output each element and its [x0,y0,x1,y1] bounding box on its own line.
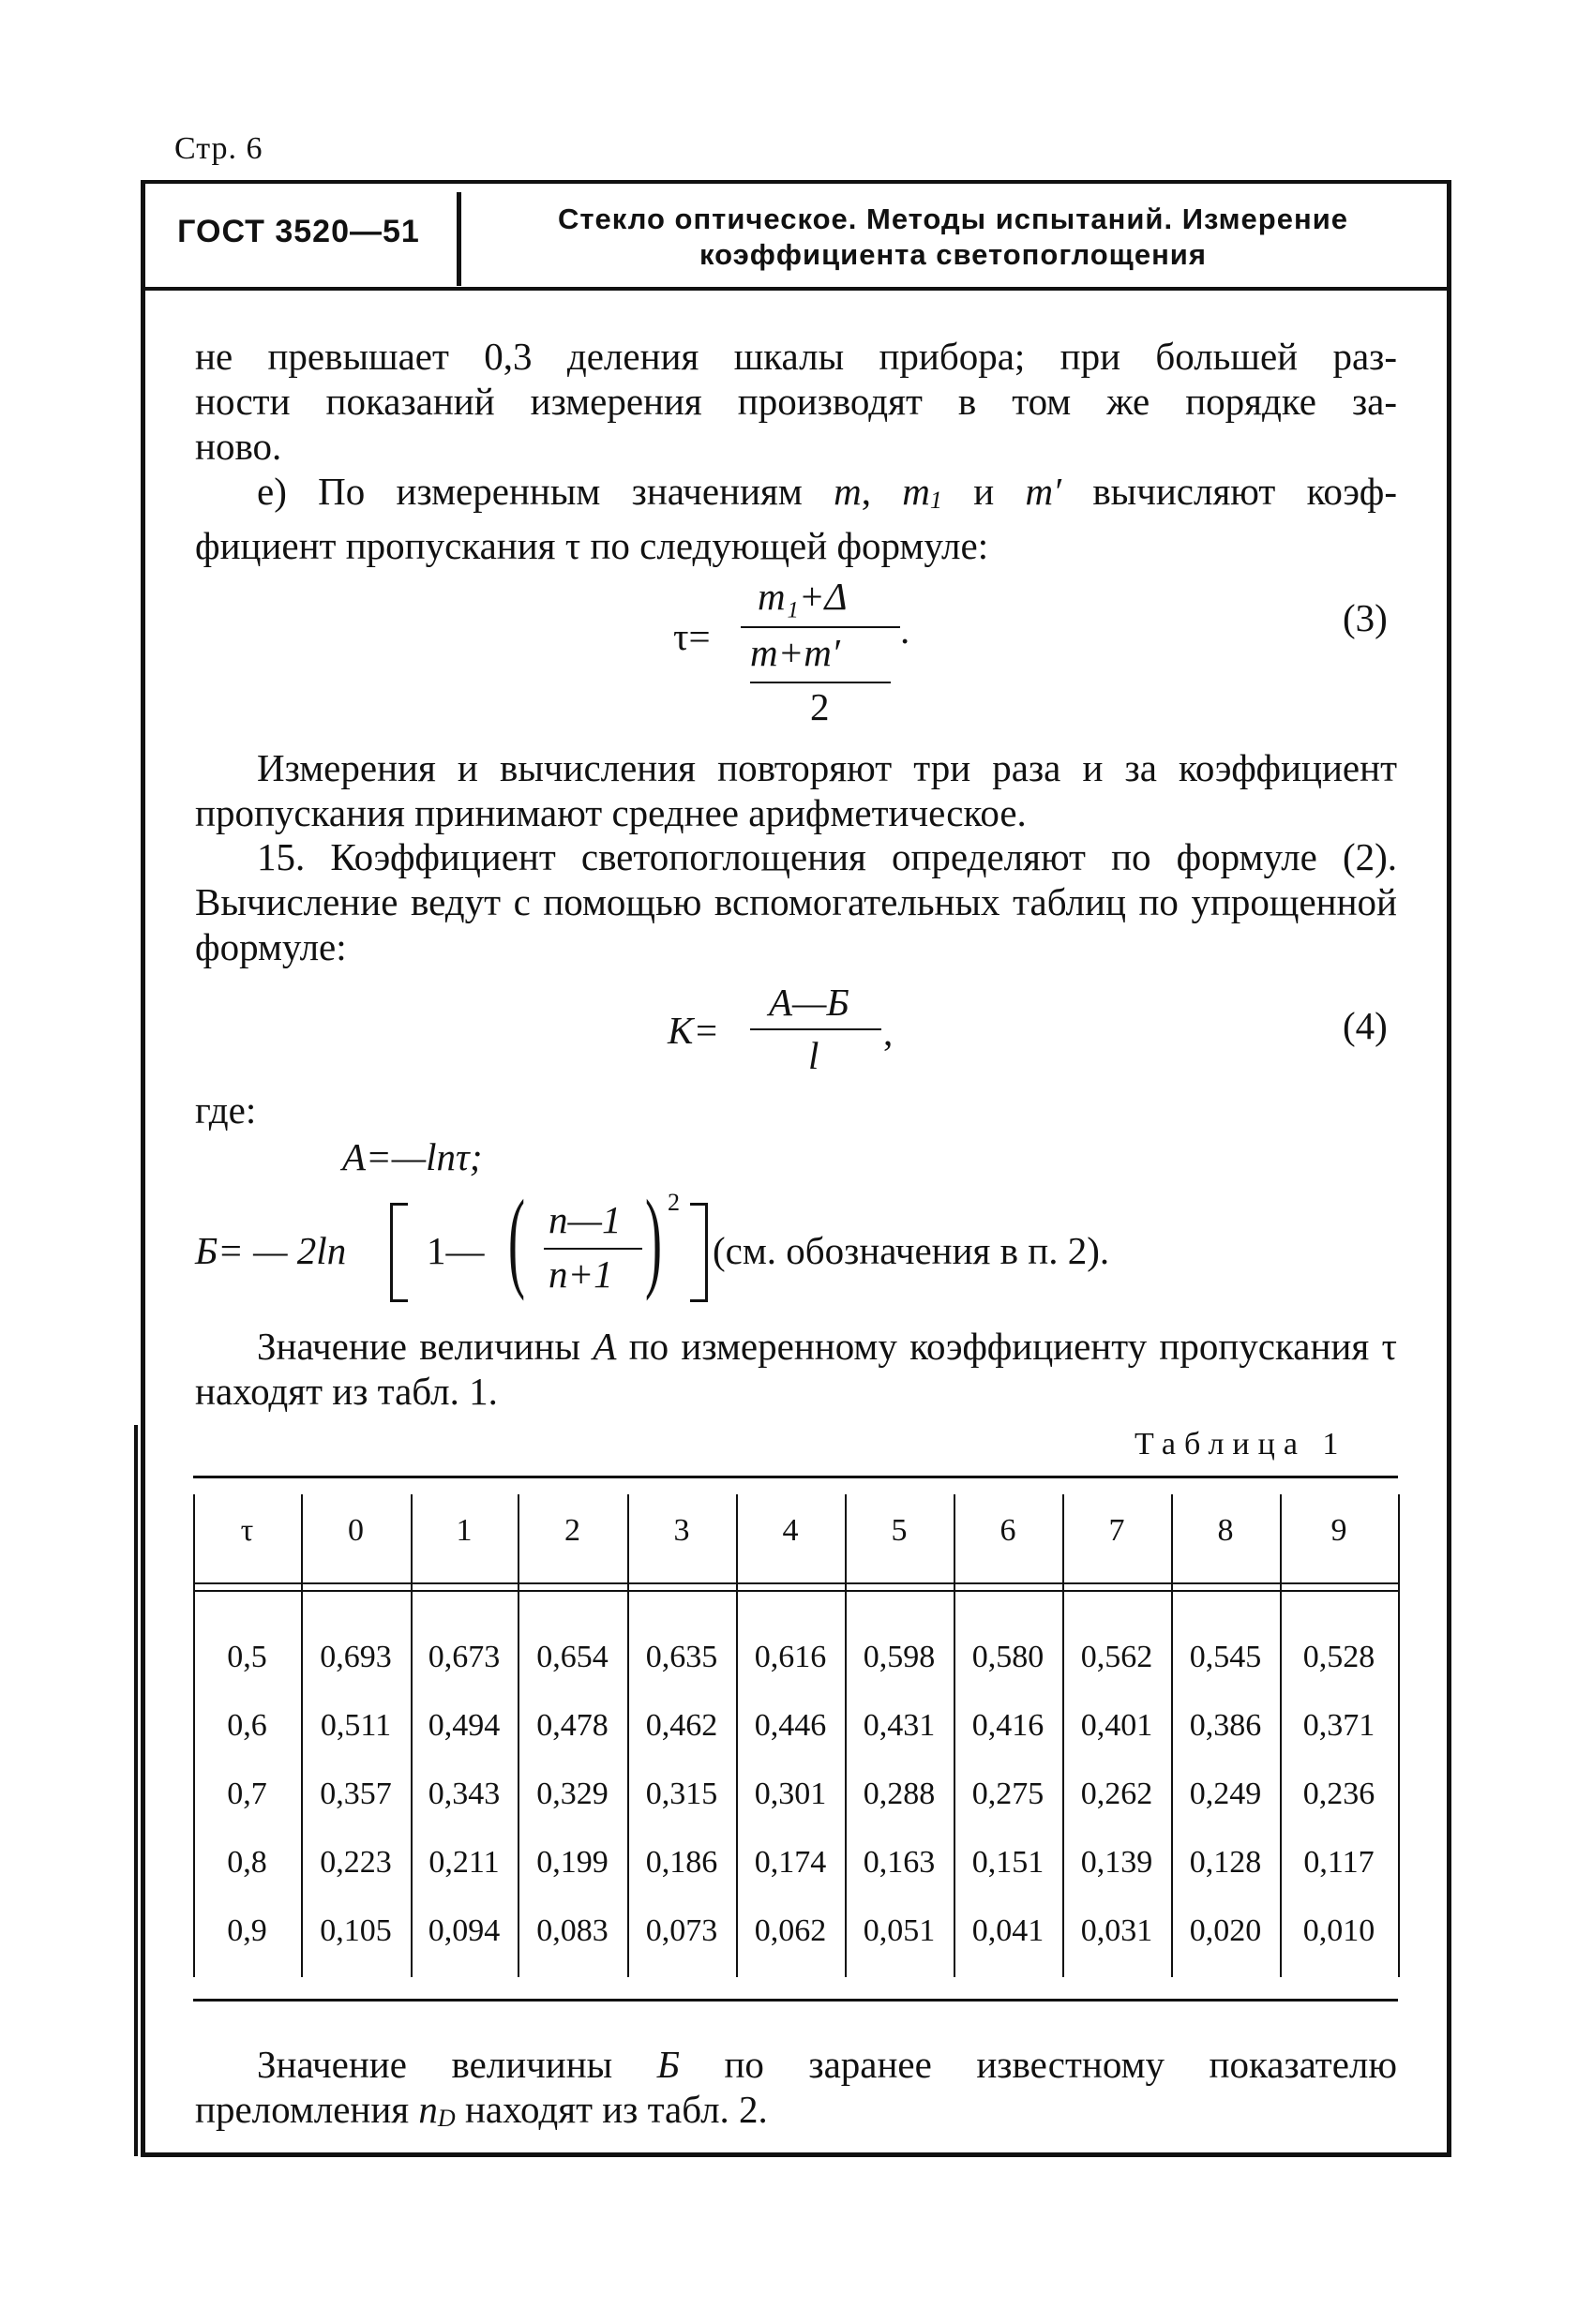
table-header-cell: 6 [999,1513,1016,1548]
table-header-cell: 0 [348,1513,364,1548]
table-cell: 0,371 [1302,1708,1375,1743]
table-cell: 0,223 [320,1845,392,1880]
table-cell: 0,545 [1189,1640,1262,1674]
table-cell: 0,174 [754,1845,827,1880]
p2-line-1: е) По измеренным значениям m, m1 и m′ вычисляют коэф- [257,470,1398,514]
formula-b-numerator: n—1 [549,1198,622,1241]
symbol-b: Б [656,2043,680,2086]
table-cell: 0,616 [754,1640,827,1674]
formula-b-denominator: n+1 [549,1252,613,1296]
table-cell: 0,528 [1302,1640,1375,1674]
symbol-m: m [834,470,862,513]
table-header-rule-2 [193,1590,1398,1592]
symbol-m-prime: m′ [1025,470,1062,513]
table-header-cell: 5 [891,1513,908,1548]
paragraph-4: 15. Коэффициент светопоглощения определяют по формуле (2). Вычисление ведут с помощью вспомогательных таблиц по упрощенной формуле: [195,835,1397,968]
p5-text-a: Значение величины [257,1325,581,1368]
table-cell: 0,051 [863,1913,936,1948]
header-rule [141,287,1451,291]
table-cell: 0,073 [645,1913,718,1948]
symbol-m1: m1 [902,470,942,514]
table-cell: 0,020 [1189,1913,1262,1948]
table-header-cell: 3 [673,1513,690,1548]
page-number: Стр. 6 [174,131,263,166]
table-cell: 0,462 [645,1708,718,1743]
table-cell: 0,478 [536,1708,609,1743]
table-row-label: 0,5 [227,1640,267,1674]
table-cell: 0,211 [428,1845,500,1880]
table-cell: 0,139 [1080,1845,1153,1880]
p6-text-c: находят из табл. 2. [464,2088,768,2131]
table-cell: 0,128 [1189,1845,1262,1880]
p2-text-a: е) По измеренным значениям [257,470,803,513]
table-cell: 0,673 [428,1640,501,1674]
table-column-rule [1398,1494,1400,1977]
table-row-label: 0,7 [227,1777,267,1811]
p1-line-2: ности показаний измерения производят в том же порядке за- [195,380,1397,423]
table-cell: 0,010 [1302,1913,1375,1948]
table-cell: 0,105 [320,1913,392,1948]
table-header-cell: 2 [564,1513,580,1548]
document-title [464,202,1442,273]
table-cell: 0,654 [536,1640,609,1674]
formula-b-right-bracket [690,1203,708,1302]
table-header-cell: τ [240,1513,254,1548]
formula3-period: . [900,608,910,652]
table-cell: 0,315 [645,1777,718,1811]
formula-b-right-paren: ) [645,1177,662,1301]
table-cell: 0,236 [1302,1777,1375,1811]
formula3-inner-bar [750,682,891,683]
table-row-label: 0,6 [227,1708,267,1743]
formula4-denominator: l [808,1034,819,1077]
formula3-number: (3) [1343,596,1388,639]
table-header-cell: 4 [782,1513,799,1548]
p2-text-b: вычисляют коэф- [1092,470,1398,513]
paragraph-3: Измерения и вычисления повторяют три раза и за коэффициент пропускания принимают среднее арифметическое. [195,746,1397,834]
table-cell: 0,151 [971,1845,1044,1880]
table-1 [193,1476,1398,2001]
table-cell: 0,094 [428,1913,501,1948]
where-label: где: [195,1088,257,1132]
header-divider [457,192,461,286]
paragraph-2 [195,469,1397,568]
formula4-number: (4) [1343,1004,1388,1047]
formula4-comma: , [883,1011,894,1054]
table-cell: 0,062 [754,1913,827,1948]
table-cell: 0,275 [971,1777,1044,1811]
table-cell: 0,163 [863,1845,936,1880]
table-cell: 0,598 [863,1640,936,1674]
formula3-numerator: m₁+Δ [758,575,848,618]
table-cell: 0,329 [536,1777,609,1811]
table-cell: 0,562 [1080,1640,1153,1674]
title-line-1: Стекло оптическое. Методы испытаний. Измерение [557,202,1348,235]
table-cell: 0,386 [1189,1708,1262,1743]
table-cell: 0,288 [863,1777,936,1811]
formula3-fraction-bar [741,626,900,628]
frame-left-edge [134,1425,138,2156]
table-cell: 0,357 [320,1777,392,1811]
table-cell: 0,031 [1080,1913,1153,1948]
table-row-label: 0,9 [227,1913,267,1948]
p1-line-1: не превышает 0,3 деления шкалы прибора; при большей раз- [195,335,1397,378]
table-cell: 0,249 [1189,1777,1262,1811]
formula3-denominator-2: 2 [810,685,830,728]
p2-line-2: фициент пропускания τ по следующей формуле: [195,524,989,567]
formula4-lhs: K= [668,1009,720,1052]
formula-b-exponent: 2 [668,1189,680,1216]
table-header-cell: 9 [1330,1513,1347,1548]
p1-line-3: ново. [195,425,282,468]
table-cell: 0,199 [536,1845,609,1880]
table-cell: 0,635 [645,1640,718,1674]
symbol-a: A [593,1325,617,1368]
table-cell: 0,262 [1080,1777,1153,1811]
formula4-numerator: A—Б [769,981,849,1024]
table-cell: 0,041 [971,1913,1044,1948]
paragraph-5 [195,1324,1397,1414]
p5-text-b: по измеренному коэффициенту пропускания τ находят из табл. 1. [195,1325,1398,1413]
table-header-cell: 8 [1217,1513,1234,1548]
formula-b-left-bracket [390,1203,408,1302]
p6-text-b: по заранее известному показателю преломления [195,2043,1398,2131]
paragraph-6 [195,2042,1397,2141]
table-cell: 0,186 [645,1845,718,1880]
table-header-cell: 7 [1108,1513,1125,1548]
formula-b-left-paren: ( [508,1177,525,1301]
formula-b-lhs: Б= — 2ln [195,1229,347,1272]
p6-text-a: Значение величины [257,2043,613,2086]
table-header-rule-1 [193,1582,1398,1584]
conj-and: и [973,470,995,513]
table-cell: 0,693 [320,1640,392,1674]
table-header-cell: 1 [456,1513,473,1548]
table-bottom-rule [193,1999,1398,2002]
table-row-label: 0,8 [227,1845,267,1880]
formula3-denominator: m+m′ [750,631,840,674]
table-cell: 0,494 [428,1708,501,1743]
symbol-nd: nD [418,2088,456,2132]
formula-b-note: (см. обозначения в п. 2). [713,1229,1110,1272]
table-top-rule [193,1476,1398,1478]
table-cell: 0,117 [1303,1845,1375,1880]
formula-b-one: 1— [427,1229,485,1272]
table-cell: 0,580 [971,1640,1044,1674]
paragraph-1 [195,334,1397,469]
document-code: ГОСТ 3520—51 [177,214,420,249]
table-cell: 0,343 [428,1777,501,1811]
formula-a: A=—lnτ; [342,1135,483,1178]
table-cell: 0,401 [1080,1708,1153,1743]
table-cell: 0,431 [863,1708,936,1743]
table-cell: 0,301 [754,1777,827,1811]
table-cell: 0,511 [320,1708,392,1743]
formula3-lhs: τ= [673,615,711,658]
formula4-fraction-bar [750,1028,881,1030]
table-cell: 0,446 [754,1708,827,1743]
table-cell: 0,083 [536,1913,609,1948]
formula-b-fraction-bar [544,1248,642,1250]
title-line-2: коэффициента светопоглощения [699,238,1207,271]
table-caption: Таблица 1 [1135,1427,1347,1462]
table-cell: 0,416 [971,1708,1044,1743]
